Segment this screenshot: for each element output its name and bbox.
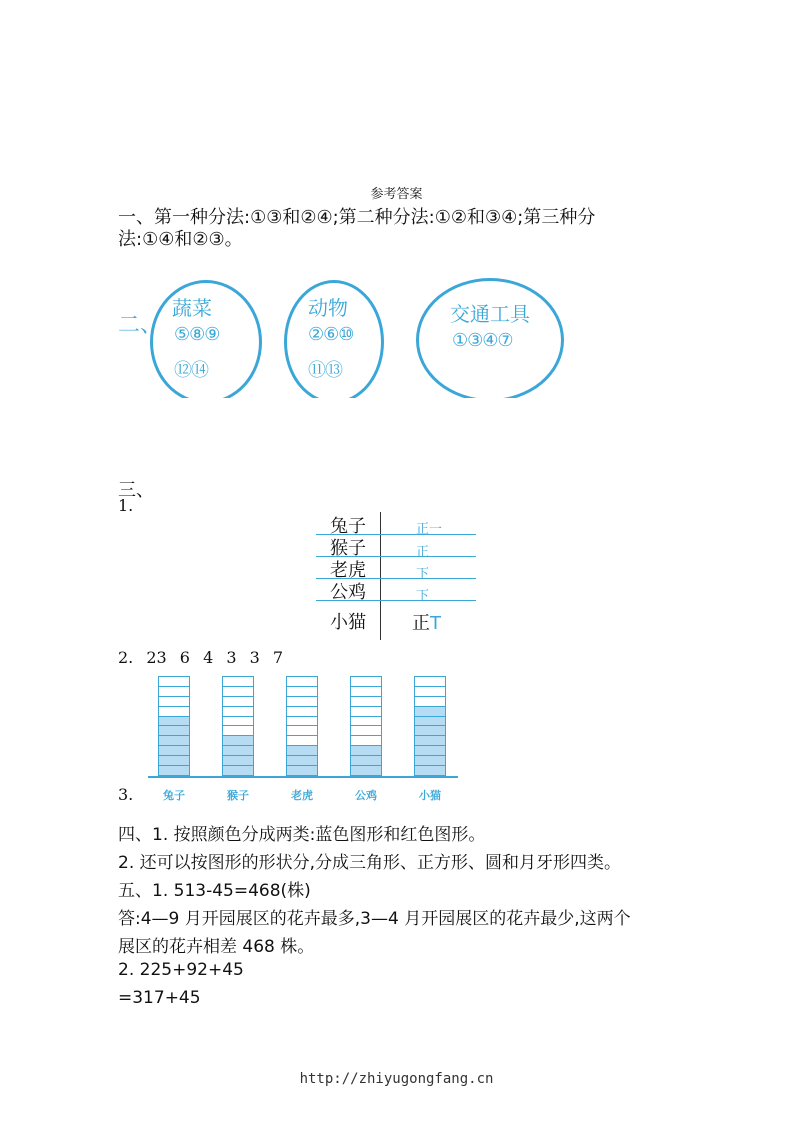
vegetable-heading: 蔬菜 bbox=[172, 296, 212, 320]
bar-cell bbox=[351, 736, 381, 746]
tally-table bbox=[316, 512, 476, 640]
bar-cell bbox=[287, 697, 317, 707]
section-3-label: 三、 bbox=[118, 480, 154, 501]
bar-cell bbox=[159, 766, 189, 776]
bar-cell bbox=[287, 766, 317, 776]
bar-cell bbox=[415, 736, 445, 746]
question-3-number: 3. bbox=[118, 785, 134, 804]
transport-heading: 交通工具 bbox=[450, 302, 530, 326]
bar-category-label: 老虎 bbox=[291, 789, 313, 802]
tally-name: 老虎 bbox=[330, 560, 366, 581]
chart-baseline bbox=[148, 776, 458, 778]
bar-cell bbox=[159, 697, 189, 707]
bar-category-label: 猴子 bbox=[227, 789, 249, 802]
bar-cell bbox=[351, 756, 381, 766]
bar-category-label: 公鸡 bbox=[355, 789, 377, 802]
bar-cell bbox=[287, 717, 317, 727]
bar-cell bbox=[159, 726, 189, 736]
bar-cell bbox=[415, 746, 445, 756]
bar-cell bbox=[223, 766, 253, 776]
vegetable-items-row2: ⑫⑭ bbox=[174, 360, 208, 381]
bar-cell bbox=[223, 756, 253, 766]
bar-cell bbox=[415, 677, 445, 687]
bar-cell bbox=[287, 746, 317, 756]
animal-items-row1: ②⑥⑩ bbox=[308, 324, 354, 345]
tally-name: 猴子 bbox=[330, 538, 366, 559]
animal-heading: 动物 bbox=[308, 296, 348, 320]
tally-mark bbox=[412, 609, 441, 635]
answer-5-line-c: 展区的花卉相差 468 株。 bbox=[118, 937, 315, 957]
question-1-number: 1. bbox=[118, 496, 134, 515]
bar-cell bbox=[351, 717, 381, 727]
bar-cell bbox=[415, 697, 445, 707]
bar-cell bbox=[223, 707, 253, 717]
bar-cell bbox=[159, 756, 189, 766]
bar-cell bbox=[223, 687, 253, 697]
tally-mark-extra: T bbox=[430, 613, 441, 634]
bar-cell bbox=[159, 687, 189, 697]
answer-1-line-b: 法:①④和②③。 bbox=[118, 229, 243, 250]
answer-1-line-a: 一、第一种分法:①③和②④;第二种分法:①②和③④;第三种分 bbox=[118, 207, 596, 228]
bar-cell bbox=[223, 717, 253, 727]
bar-cell bbox=[223, 677, 253, 687]
bar-cell bbox=[287, 677, 317, 687]
tally-mark: 下 bbox=[416, 589, 430, 604]
bar-cell bbox=[415, 687, 445, 697]
transport-items-row1: ①③④⑦ bbox=[452, 330, 513, 351]
tally-divider bbox=[380, 512, 381, 640]
bar-cell bbox=[415, 707, 445, 717]
tally-name: 兔子 bbox=[330, 516, 366, 537]
bar-cell bbox=[415, 756, 445, 766]
bar-cell bbox=[223, 697, 253, 707]
bar-cell bbox=[415, 766, 445, 776]
bar-category-label: 兔子 bbox=[163, 789, 185, 802]
animal-items-row2: ⑪⑬ bbox=[308, 360, 342, 381]
bar-column bbox=[414, 676, 446, 776]
bar-cell bbox=[351, 687, 381, 697]
bar-column bbox=[222, 676, 254, 776]
bar-cell bbox=[287, 707, 317, 717]
bar-cell bbox=[351, 697, 381, 707]
bar-cell bbox=[159, 717, 189, 727]
bar-cell bbox=[415, 717, 445, 727]
footer-url[interactable]: http://zhiyugongfang.cn bbox=[299, 1071, 494, 1087]
bar-cell bbox=[351, 726, 381, 736]
tally-name: 公鸡 bbox=[330, 582, 366, 603]
bar-cell bbox=[415, 726, 445, 736]
question-2-answer: 2. 23 6 4 3 3 7 bbox=[118, 648, 284, 667]
tally-mark: 正一 bbox=[416, 522, 443, 537]
bar-cell bbox=[159, 736, 189, 746]
bar-cell bbox=[223, 736, 253, 746]
bar-cell bbox=[159, 746, 189, 756]
page-title: 参考答案 bbox=[370, 187, 423, 202]
bar-column bbox=[350, 676, 382, 776]
bar-cell bbox=[351, 707, 381, 717]
bar-cell bbox=[351, 746, 381, 756]
bar-cell bbox=[223, 746, 253, 756]
bar-cell bbox=[287, 687, 317, 697]
answer-5-line-d: 2. 225+92+45 bbox=[118, 960, 244, 980]
vegetable-items-row1: ⑤⑧⑨ bbox=[174, 324, 220, 345]
answer-5-line-b: 答:4—9 月开园展区的花卉最多,3—4 月开园展区的花卉最少,这两个 bbox=[118, 909, 631, 929]
bar-cell bbox=[223, 726, 253, 736]
bar-cell bbox=[287, 736, 317, 746]
answer-5-line-e: =317+45 bbox=[118, 988, 201, 1008]
bar-cell bbox=[287, 756, 317, 766]
bar-column bbox=[286, 676, 318, 776]
bar-column bbox=[158, 676, 190, 776]
bar-cell bbox=[351, 677, 381, 687]
tally-mark: 正 bbox=[416, 545, 430, 560]
tally-name: 小猫 bbox=[330, 612, 366, 633]
answer-5-line-a: 五、1. 513-45=468(株) bbox=[118, 881, 311, 901]
tally-mark: 下 bbox=[416, 567, 430, 582]
bar-chart bbox=[148, 676, 460, 780]
tally-mark-main: 正 bbox=[412, 613, 430, 634]
bar-cell bbox=[287, 726, 317, 736]
bar-cell bbox=[159, 677, 189, 687]
bar-cell bbox=[159, 707, 189, 717]
answer-4-line-b: 2. 还可以按图形的形状分,分成三角形、正方形、圆和月牙形四类。 bbox=[118, 853, 622, 873]
section-2-label: 二、 bbox=[118, 313, 163, 338]
bar-category-label: 小猫 bbox=[419, 789, 441, 802]
cropped-line-mask bbox=[0, 398, 793, 408]
bar-cell bbox=[351, 766, 381, 776]
answer-4-line-a: 四、1. 按照颜色分成两类:蓝色图形和红色图形。 bbox=[118, 825, 486, 845]
